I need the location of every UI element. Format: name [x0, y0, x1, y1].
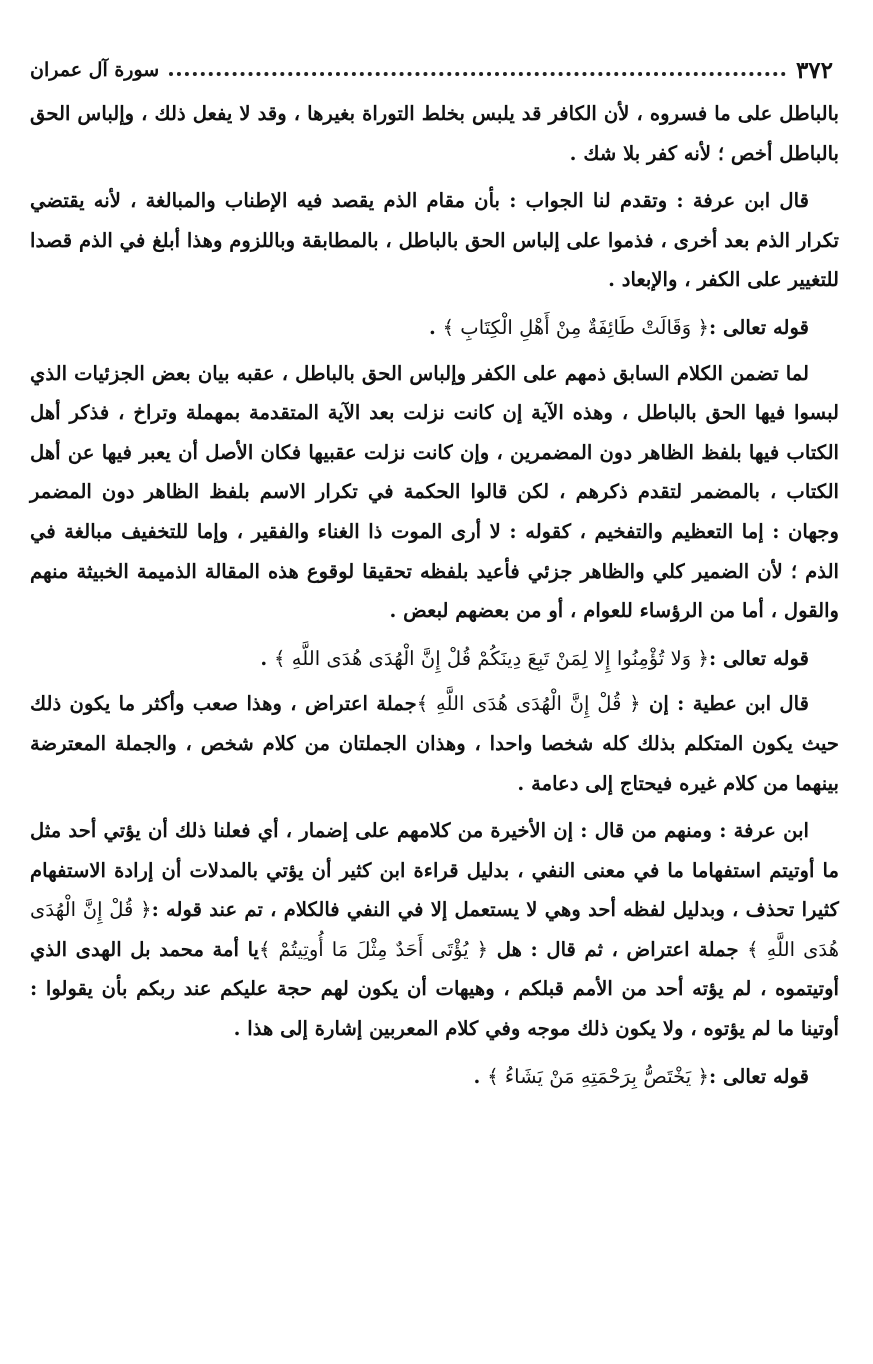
verse-end: . — [428, 315, 443, 339]
paragraph-text-middle: جملة اعتراض ، ثم قال : هل — [488, 937, 748, 961]
verse-end: . — [260, 646, 275, 670]
verse-intro: قوله تعالى : — [708, 1064, 809, 1088]
surah-title: سورة آل عمران — [30, 59, 160, 81]
paragraph-3 — [30, 354, 839, 631]
paragraph-text: بالباطل على ما فسروه ، لأن الكافر قد يلبس بخلط التوراة بغيرها ، وقد لا يفعل ذلك ، وإلباس الحق بالباطل أخص ؛ لأنه كفر بلا شك . — [30, 102, 839, 165]
quran-verse: ﴿ يَخْتَصُّ بِرَحْمَتِهِ مَنْ يَشَاءُ ﴾ — [487, 1064, 709, 1088]
paragraph-text-start: ابن عرفة : ومنهم من قال : إن الأخيرة من كلامهم على إضمار ، أي فعلنا ذلك أن يؤتي أحد مثل ما أوتيتم استفهاما ما في معنى النفي ، بدليل قراءة ابن كثير أن يؤتي بالمدلات أن إرادة الاستفهام كثيرا تحذف ، وبدليل لفظه أحد وهي لا يستعمل إلا في النفي فالكلام ، تم عند قوله : — [30, 819, 839, 922]
verse-heading-1 — [30, 308, 839, 348]
verse-heading-3 — [30, 1057, 839, 1097]
quran-verse: ﴿ وَلا تُؤْمِنُوا إِلا لِمَنْ تَبِعَ دِينَكُمْ قُلْ إِنَّ الْهُدَى هُدَى اللَّهِ ﴾ — [274, 646, 709, 670]
paragraph-5 — [30, 811, 839, 1049]
paragraph-text-end: جملة اعتراض ، وهذا صعب وأكثر ما يكون ذلك حيث يكون المتكلم بذلك كله شخصا واحدا ، وهذان الجملتان من كلام شخص ، والجملة المعترضة بينهما من كلام غيره فيحتاج إلى دعامة . — [30, 692, 839, 795]
paragraph-text-start: قال ابن عطية : إن — [640, 692, 810, 716]
quran-verse: ﴿ قُلْ إِنَّ الْهُدَى هُدَى اللَّهِ ﴾ — [416, 692, 641, 716]
quran-verse: ﴿ وَقَالَتْ طَائِفَةٌ مِنْ أَهْلِ الْكِتَابِ ﴾ — [442, 315, 709, 339]
verse-end: . — [473, 1064, 488, 1088]
page-body — [30, 94, 839, 1102]
paragraph-1 — [30, 94, 839, 173]
paragraph-text: قال ابن عرفة : وتقدم لنا الجواب : بأن مقام الذم يقصد فيه الإطناب والمبالغة ، لأنه يقتضي تكرار الذم بعد أخرى ، فذموا على إلباس الحق بالباطل ، بالمطابقة وباللزوم وهذا أبلغ في الذم قصدا للتغيير على الكفر ، والإبعاد . — [30, 189, 839, 292]
paragraph-text: لما تضمن الكلام السابق ذمهم على الكفر وإلباس الحق بالباطل ، عقبه بيان بعض الجزئيات الذي لبسوا فيها الحق بالباطل ، وهذه الآية إن كانت نزلت بعد الآية المتقدمة بمهملة وتراخ ، فذكر أهل الكتاب فيها بلفظ الظاهر دون المضمرين ، وإن كانت نزلت عقبيها فكان الأصل أن يعبر فيها عن أهل الكتاب ، بالمضمر لتقدم ذكرهم ، لكن قالوا الحكمة في تكرار الاسم بلفظ الظاهر دون المضمر وجهان : إما التعظيم والتفخيم ، كقوله : لا أرى الموت ذا الغناء والفقير ، وإما للتخفيف مبالغة في الذم ؛ لأن الضمير كلي والظاهر جزئي فأعيد بلفظه تحقيقا لوقوع هذه المقالة الذميمة الخبيثة منهم والقول ، أما من الرؤساء للعوام ، أو من بعضهم لبعض . — [30, 361, 839, 623]
verse-intro: قوله تعالى : — [708, 646, 809, 670]
paragraph-text-end: يا أمة محمد بل الهدى الذي أوتيتموه ، لم يؤته أحد من الأمم قبلكم ، وهيهات أن يكون لهم حجة عليكم عند ربكم بأن يقولوا : أوتينا ما لم يؤتوه ، ولا يكون ذلك موجه وفي كلام المعربين إشارة إلى هذا . — [30, 937, 839, 1041]
header-dotted-leader — [169, 72, 786, 76]
page-number: ٣٧٢ — [795, 56, 833, 84]
paragraph-4 — [30, 684, 839, 803]
quran-verse: ﴿ قُلْ إِنَّ الْهُدَى هُدَى اللَّهِ ﴾ — [30, 898, 840, 961]
quran-verse-2: ﴿ يُؤْتَى أَحَدٌ مِثْلَ مَا أُوتِيتُمْ ﴾ — [259, 937, 489, 961]
page-header — [30, 52, 833, 88]
verse-heading-2 — [30, 639, 839, 679]
verse-intro: قوله تعالى : — [708, 315, 809, 339]
paragraph-2 — [30, 181, 839, 300]
